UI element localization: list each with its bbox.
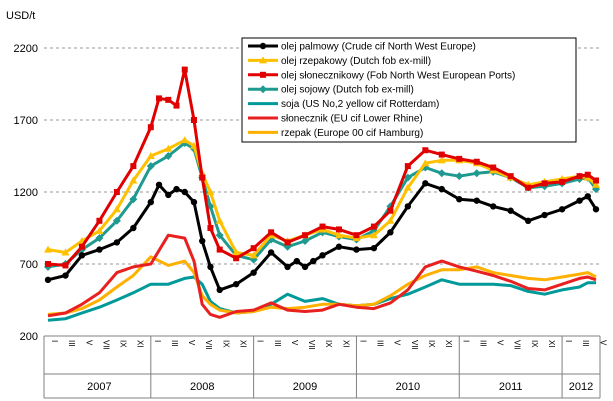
data-point (542, 180, 548, 186)
month-tick-label: I (358, 340, 368, 343)
year-label: 2009 (292, 381, 318, 393)
data-point (405, 163, 411, 169)
month-tick-label: III (581, 340, 591, 347)
data-point (576, 197, 582, 203)
data-point (490, 165, 496, 171)
data-point (525, 218, 531, 224)
data-point (353, 232, 359, 238)
data-point (45, 277, 51, 283)
data-point (474, 197, 480, 203)
data-point (320, 224, 326, 230)
month-tick-label: III (478, 340, 488, 347)
data-point (199, 175, 205, 181)
data-point (559, 206, 565, 212)
data-point (405, 203, 411, 209)
data-point (130, 163, 136, 169)
month-tick-label: V (289, 340, 299, 346)
data-point (62, 272, 68, 278)
month-tick-label: VII (409, 340, 419, 350)
data-point (439, 186, 445, 192)
data-point (319, 252, 325, 258)
data-point (310, 258, 316, 264)
legend-entry: olej sojowy (Dutch fob ex-mill) (281, 84, 414, 96)
data-point (148, 199, 154, 205)
month-tick-label: VII (204, 340, 214, 350)
legend-entry: olej słonecznikowy (Fob North West European Ports) (281, 70, 516, 82)
month-tick-label: XI (135, 340, 145, 348)
month-tick-label: XI (546, 340, 556, 348)
year-label: 2010 (395, 381, 421, 393)
month-tick-label: V (495, 340, 505, 346)
data-point (268, 229, 274, 235)
data-point (165, 192, 171, 198)
data-point (302, 232, 308, 238)
data-point (508, 173, 514, 179)
legend-marker (260, 43, 266, 49)
month-tick-label: IX (427, 340, 436, 348)
data-point (62, 262, 68, 268)
month-tick-label: VII (512, 340, 522, 350)
data-point (456, 196, 462, 202)
month-tick-label: V (598, 340, 608, 346)
y-tick-label: 2200 (13, 43, 38, 55)
data-point (96, 218, 102, 224)
data-point (156, 182, 162, 188)
month-tick-label: XI (238, 340, 248, 348)
month-tick-label: III (67, 340, 77, 347)
data-point (156, 95, 162, 101)
data-point (585, 193, 591, 199)
data-point (182, 67, 188, 73)
data-point (233, 281, 239, 287)
data-point (585, 172, 591, 178)
month-tick-label: IX (529, 340, 539, 348)
legend-entry: olej palmowy (Crude cif North West Europe) (281, 41, 476, 53)
legend-entry: olej rzepakowy (Dutch fob ex-mill) (281, 55, 432, 67)
y-axis-label: USD/t (6, 10, 36, 22)
data-point (593, 177, 599, 183)
data-point (173, 186, 179, 192)
month-tick-label: V (187, 340, 197, 346)
data-point (217, 247, 223, 253)
data-point (250, 269, 256, 275)
month-tick-label: III (169, 340, 179, 347)
data-point (525, 185, 531, 191)
data-point (251, 245, 257, 251)
data-point (114, 239, 120, 245)
month-tick-label: V (392, 340, 402, 346)
data-point (371, 245, 377, 251)
month-tick-label: VII (307, 340, 316, 350)
month-tick-label: IX (221, 340, 231, 348)
legend-entry: rzepak (Europe 00 cif Hamburg) (281, 127, 424, 139)
data-point (216, 287, 222, 293)
data-point (541, 212, 547, 218)
data-point (114, 189, 120, 195)
data-point (207, 225, 213, 231)
data-point (422, 180, 428, 186)
data-point (268, 249, 274, 255)
legend-marker (260, 72, 266, 78)
data-point (284, 264, 290, 270)
month-tick-label: III (375, 340, 385, 347)
data-point (302, 264, 308, 270)
data-point (387, 208, 393, 214)
data-point (474, 159, 480, 165)
data-point (165, 97, 171, 103)
data-point (130, 225, 136, 231)
data-point (191, 199, 197, 205)
data-point (422, 147, 428, 153)
month-tick-label: VII (101, 340, 111, 350)
data-point (456, 156, 462, 162)
month-tick-label: XI (444, 340, 454, 348)
month-tick-label: III (272, 340, 282, 347)
month-tick-label: V (84, 340, 94, 346)
data-point (336, 226, 342, 232)
data-point (96, 246, 102, 252)
year-label: 2007 (87, 381, 112, 393)
data-point (353, 246, 359, 252)
data-point (45, 261, 51, 267)
data-point (577, 173, 583, 179)
data-point (559, 179, 565, 185)
month-tick-label: I (255, 340, 265, 343)
year-label: 2012 (568, 381, 594, 393)
data-point (79, 244, 85, 250)
y-tick-label: 1700 (13, 115, 38, 127)
y-tick-label: 200 (19, 331, 38, 343)
data-point (336, 244, 342, 250)
data-point (199, 238, 205, 244)
month-tick-label: I (50, 340, 59, 343)
data-point (174, 103, 180, 109)
month-tick-label: IX (324, 340, 334, 348)
data-point (490, 203, 496, 209)
legend-entry: soja (US No,2 yellow cif Rotterdam) (281, 99, 440, 111)
month-tick-label: IX (118, 340, 128, 348)
data-point (207, 264, 213, 270)
month-tick-label: XI (341, 340, 351, 348)
data-point (507, 208, 513, 214)
data-point (285, 239, 291, 245)
y-tick-label: 700 (19, 259, 38, 271)
legend (242, 38, 576, 142)
data-point (148, 124, 154, 130)
data-point (191, 117, 197, 123)
data-point (439, 152, 445, 158)
data-point (371, 224, 377, 230)
data-point (593, 206, 599, 212)
month-tick-label: I (152, 340, 162, 343)
data-point (79, 252, 85, 258)
data-point (182, 189, 188, 195)
month-tick-label: I (461, 340, 471, 343)
legend-entry: słonecznik (EU cif Lower Rhine) (281, 113, 423, 125)
year-label: 2011 (498, 381, 523, 393)
data-point (387, 229, 393, 235)
year-label: 2008 (189, 381, 215, 393)
data-point (294, 258, 300, 264)
y-tick-label: 1200 (13, 187, 38, 199)
data-point (233, 255, 239, 261)
month-tick-label: I (564, 340, 574, 343)
